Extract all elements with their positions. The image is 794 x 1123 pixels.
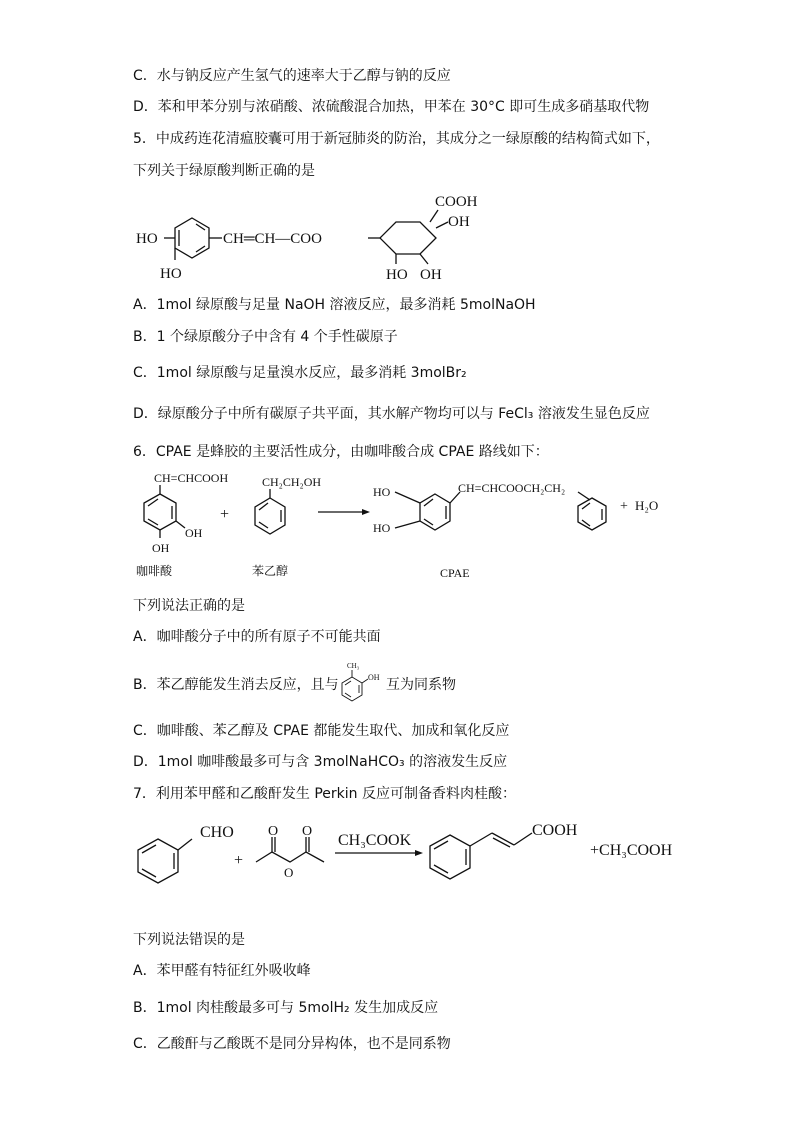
- water-label: H₂O: [635, 498, 659, 513]
- option-b-elimination: B．苯乙醇能发生消去反应，且与: [133, 677, 339, 693]
- o3-label: O: [284, 865, 294, 880]
- cooh-product: COOH: [532, 822, 578, 839]
- option-c-water-sodium: C．水与钠反应产生氢气的速率大于乙醇与钠的反应: [133, 68, 451, 84]
- option-c-reactions: C．咖啡酸、苯乙醇及 CPAE 都能发生取代、加成和氧化反应: [133, 723, 510, 739]
- question-6-stem: 6．CPAE 是蜂胶的主要活性成分，由咖啡酸合成 CPAE 路线如下：: [133, 444, 549, 460]
- option-d-bicarbonate: D．1mol 咖啡酸最多可与含 3molNaHCO₃ 的溶液发生反应: [133, 754, 508, 770]
- question-5-stem: 5．中成药连花清瘟胶囊可用于新冠肺炎的防治，其成分之一绿原酸的结构简式如下，: [133, 131, 660, 147]
- question-6-prompt: 下列说法正确的是: [133, 598, 245, 614]
- question-7-stem: 7．利用苯甲醛和乙酸酐发生 Perkin 反应可制备香料肉桂酸：: [133, 786, 516, 802]
- cho-label: CHO: [200, 824, 234, 841]
- perkin-reaction: [130, 815, 700, 895]
- option-d-coplanar: D．绿原酸分子中所有碳原子共平面，其水解产物均可以与 FeCl₃ 溶液发生显色反应: [133, 406, 650, 422]
- question-7-prompt: 下列说法错误的是: [133, 932, 245, 948]
- o2-label: O: [302, 824, 313, 839]
- plus-2: +: [620, 499, 628, 514]
- o1-label: O: [268, 824, 279, 839]
- caffeic-oh2: OH: [152, 541, 170, 555]
- option-a-coplanar: A．咖啡酸分子中的所有原子不可能共面: [133, 629, 381, 645]
- chlorogenic-acid-structure: [130, 188, 510, 288]
- cpae-ho1: HO: [373, 485, 391, 499]
- cpae-chain: CH=CHCOOCH₂CH₂: [458, 481, 566, 495]
- option-b-homolog: 互为同系物: [386, 677, 456, 693]
- option-c-anhydride: C．乙酸酐与乙酸既不是同分异构体，也不是同系物: [133, 1036, 451, 1052]
- ho-ring-label: HO: [386, 267, 408, 283]
- label-caffeic: 咖啡酸: [136, 564, 173, 578]
- cpae-synthesis-route: [130, 470, 690, 585]
- option-a-ir: A．苯甲醛有特征红外吸收峰: [133, 963, 311, 979]
- cooh-label: COOH: [435, 194, 478, 210]
- reagent-label: CH₃COOK: [338, 832, 412, 849]
- cresol-ch3: CH₃: [347, 662, 360, 670]
- cresol-oh: OH: [368, 673, 380, 682]
- cpae-ho2: HO: [373, 521, 391, 535]
- phenethyl-top-label: CH₂CH₂OH: [262, 475, 322, 489]
- label-cpae: CPAE: [440, 566, 470, 580]
- option-a-naoh: A．1mol 绿原酸与足量 NaOH 溶液反应，最多消耗 5molNaOH: [133, 297, 536, 313]
- chain-label: CH═CH—COO: [223, 231, 322, 247]
- option-b-hydrogenation: B．1mol 肉桂酸最多可与 5molH₂ 发生加成反应: [133, 1000, 439, 1016]
- ho-left-label: HO: [136, 231, 158, 247]
- option-b-chiral: B．1 个绿原酸分子中含有 4 个手性碳原子: [133, 329, 398, 345]
- ho-bottom-label: HO: [160, 266, 182, 282]
- caffeic-top-label: CH=CHCOOH: [154, 471, 229, 485]
- caffeic-oh1: OH: [185, 526, 203, 540]
- plus-a: +: [234, 852, 244, 869]
- option-d-nitration: D．苯和甲苯分别与浓硝酸、浓硫酸混合加热，甲苯在 30°C 即可生成多硝基取代物: [133, 99, 650, 115]
- label-phenethyl: 苯乙醇: [252, 564, 289, 578]
- option-c-bromine: C．1mol 绿原酸与足量溴水反应，最多消耗 3molBr₂: [133, 365, 467, 381]
- byproduct-label: +CH₃COOH: [590, 842, 673, 859]
- oh-top-label: OH: [448, 214, 470, 230]
- o-cresol-structure: [335, 660, 385, 708]
- oh-ring-label: OH: [420, 267, 442, 283]
- plus-1: +: [220, 506, 230, 523]
- question-5-prompt: 下列关于绿原酸判断正确的是: [133, 163, 315, 179]
